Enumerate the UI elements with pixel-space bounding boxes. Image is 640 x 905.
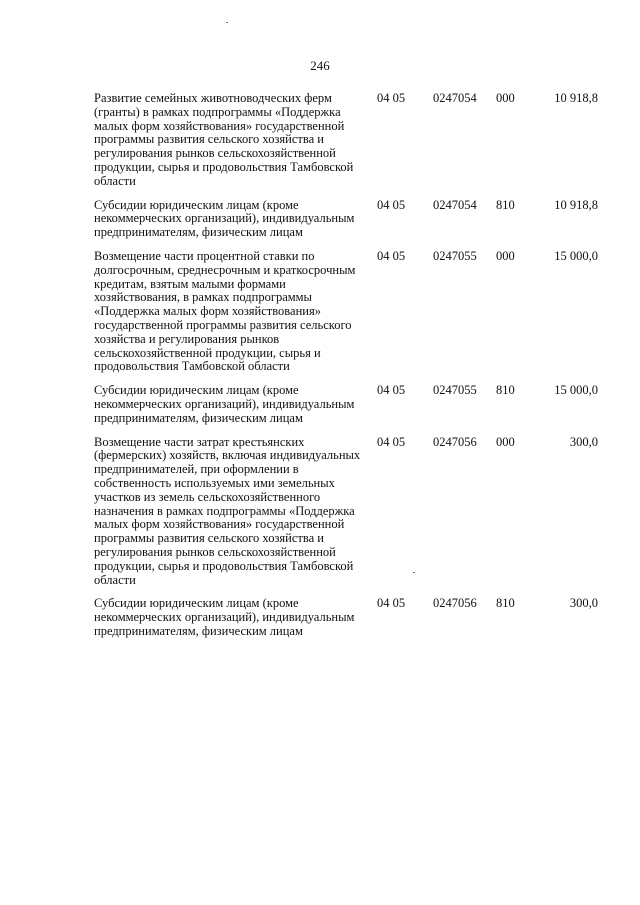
page-number: 246 [310, 58, 330, 73]
row-target-code: 0247056 [433, 434, 477, 449]
row-target-code: 0247055 [433, 248, 477, 263]
budget-table [0, 92, 640, 649]
row-section-code: 04 05 [377, 434, 406, 449]
row-section-code: 04 05 [377, 91, 406, 105]
table-row [0, 92, 640, 189]
row-target-code: 0247054 [433, 197, 477, 212]
row-expense-type: 810 [496, 197, 515, 212]
row-expense-type: 000 [496, 434, 515, 449]
row-amount: 15 000,0 [554, 248, 598, 263]
table-row [0, 384, 640, 425]
row-amount: 10 918,8 [554, 197, 598, 212]
row-amount: 300,0 [569, 434, 598, 449]
row-description: Возмещение части затрат крестьянских (фермерских) хозяйств, включая индивидуальных предпринимателей, при оформлении в собственность используемых ими земельных участков из земель сельскохозяйственного назначения в рамках подпрограммы «Поддержка малых форм хозяйствования» государственной программы развития сельского хозяйства и регулирования рынков сельскохозяйственной продукции, сырья и продовольствия Тамбовской области [94, 434, 361, 587]
row-target-code: 0247054 [433, 91, 477, 105]
row-description: Возмещение части процентной ставки по долгосрочным, среднесрочным и краткосрочным кредитам, взятым малыми формами хозяйствования, в рамках подпрограммы «Поддержка малых форм хозяйствования» государственной программы развития сельского хозяйства и регулирования рынков сельскохозяйственной продукции, сырья и продовольствия Тамбовской области [94, 248, 356, 374]
row-section-code: 04 05 [377, 383, 406, 398]
row-expense-type: 000 [496, 91, 515, 105]
row-target-code: 0247055 [433, 383, 477, 398]
table-row [0, 199, 640, 240]
row-section-code: 04 05 [377, 197, 406, 212]
row-amount: 300,0 [569, 596, 598, 611]
table-row [0, 436, 640, 588]
row-amount: 15 000,0 [554, 383, 598, 398]
row-description: Субсидии юридическим лицам (кроме некоммерческих организаций), индивидуальным предпринимателям, физическим лицам [94, 596, 355, 638]
row-description: Субсидии юридическим лицам (кроме некоммерческих организаций), индивидуальным предпринимателям, физическим лицам [94, 197, 355, 240]
row-amount: 10 918,8 [554, 91, 598, 105]
row-description: Развитие семейных животноводческих ферм (гранты) в рамках подпрограммы «Поддержка малых форм хозяйствования» государственной программы развития сельского хозяйства и регулирования рынков сельскохозяйственной продукции, сырья и продовольствия Тамбовской области [94, 91, 354, 188]
row-expense-type: 000 [496, 248, 515, 263]
row-section-code: 04 05 [377, 248, 406, 263]
table-row [0, 597, 640, 638]
scan-speck [226, 22, 228, 23]
row-description: Субсидии юридическим лицам (кроме некоммерческих организаций), индивидуальным предпринимателям, физическим лицам [94, 383, 355, 425]
table-row [0, 250, 640, 374]
row-target-code: 0247056 [433, 596, 477, 611]
row-expense-type: 810 [496, 596, 515, 611]
row-section-code: 04 05 [377, 596, 406, 611]
row-expense-type: 810 [496, 383, 515, 398]
